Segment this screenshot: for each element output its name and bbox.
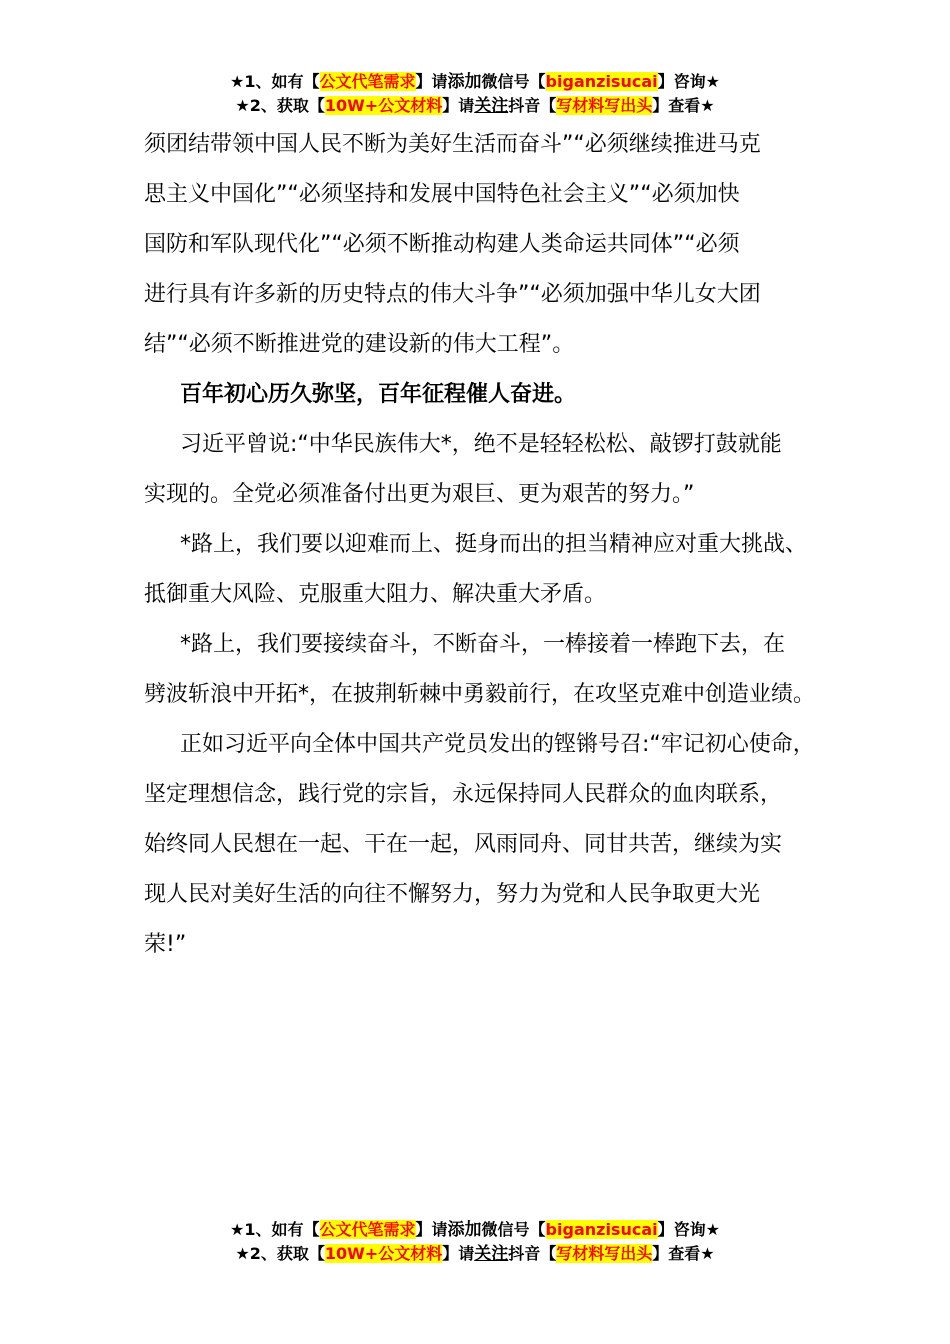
banner-text: ★1、如有【 [230,72,320,91]
banner-highlight: 公文代笔需求 [319,72,416,91]
banner-line-2 [0,1242,950,1266]
banner-line-1 [0,1218,950,1242]
body-line: 进行具有许多新的历史特点的伟大斗争”“必须加强中华儿女大团 [144,282,761,307]
banner-highlight: 公文代笔需求 [319,1220,416,1239]
header-banner [0,70,950,118]
banner-text: 抖音【 [508,1244,557,1263]
body-line: 正如习近平向全体中国共产党员发出的铿锵号召:“牢记初心使命， [180,732,815,757]
banner-text: 抖音【 [508,96,557,115]
document-body [144,120,834,970]
section-heading: 百年初心历久弥坚，百年征程催人奋进。 [180,382,577,407]
banner-text: 】咨询★ [657,72,720,91]
banner-highlight: 10W+公文材料 [324,96,443,115]
body-line: 抵御重大风险、克服重大阻力、解决重大矛盾。 [144,582,607,607]
banner-line-1 [0,70,950,94]
banner-highlight: biganzisucai [545,72,658,91]
body-line: 始终同人民想在一起、干在一起，风雨同舟、同甘共苦，继续为实 [144,832,783,857]
body-line: 思主义中国化”“必须坚持和发展中国特色社会主义”“必须加快 [144,182,740,207]
banner-emphasis: 关注 [474,1244,509,1264]
body-line: *路上，我们要以迎难而上、挺身而出的担当精神应对重大挑战、 [180,532,808,557]
body-line: 实现的。全党必须准备付出更为艰巨、更为艰苦的努力。” [144,482,695,507]
banner-text: 微信号【 [481,1220,546,1239]
banner-text: ★1、如有【 [230,1220,320,1239]
banner-text: 】查看★ [652,96,715,115]
banner-emphasis: 关注 [474,96,509,116]
banner-text: 】请 [442,96,475,115]
body-line: 习近平曾说:“中华民族伟大*，绝不是轻轻松松、敲锣打鼓就能 [180,432,782,457]
banner-emphasis: 添加 [447,1220,482,1240]
body-line: 须团结带领中国人民不断为美好生活而奋斗”“必须继续推进马克 [144,132,761,157]
banner-text: 】咨询★ [657,1220,720,1239]
banner-line-2 [0,94,950,118]
banner-text: 】请 [415,72,448,91]
banner-highlight: biganzisucai [545,1220,658,1239]
footer-banner [0,1218,950,1266]
banner-highlight: 写材料写出头 [556,1244,653,1263]
banner-text: 微信号【 [481,72,546,91]
banner-highlight: 写材料写出头 [556,96,653,115]
banner-emphasis: 添加 [447,72,482,92]
body-line: 劈波斩浪中开拓*，在披荆斩棘中勇毅前行，在攻坚克难中创造业绩。 [144,682,816,707]
body-line: 坚定理想信念，践行党的宗旨，永远保持同人民群众的血肉联系， [144,782,783,807]
body-line: *路上，我们要接续奋斗，不断奋斗，一棒接着一棒跑下去，在 [180,632,786,657]
banner-text: ★2、获取【 [235,96,325,115]
body-line: 现人民对美好生活的向往不懈努力，努力为党和人民争取更大光 [144,882,761,907]
banner-text: 】请 [415,1220,448,1239]
body-line: 荣!” [144,932,187,957]
body-line: 结”“必须不断推进党的建设新的伟大工程”。 [144,332,575,357]
banner-text: 】查看★ [652,1244,715,1263]
banner-highlight: 10W+公文材料 [324,1244,443,1263]
body-line: 国防和军队现代化”“必须不断推动构建人类命运共同体”“必须 [144,232,740,257]
banner-text: ★2、获取【 [235,1244,325,1263]
banner-text: 】请 [442,1244,475,1263]
